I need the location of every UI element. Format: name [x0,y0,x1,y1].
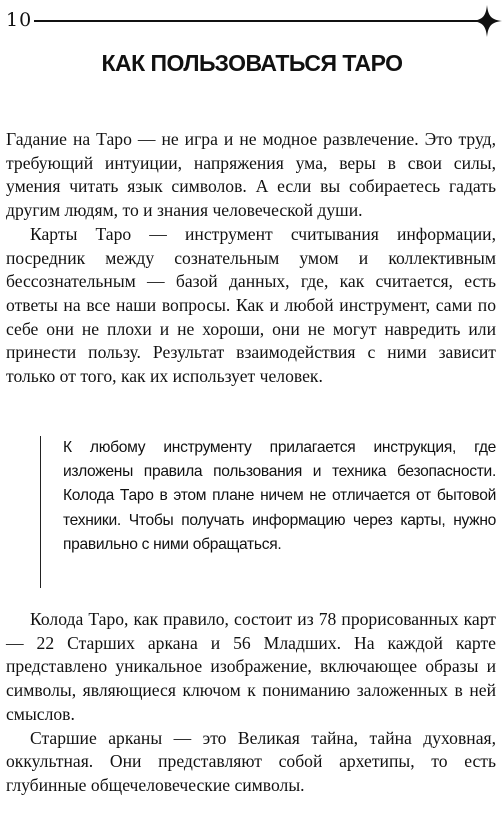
callout-text: К любому инструменту прилагается инструкция, где изложены правила пользования и техника безопасности. Колода Таро в этом плане ничем не отличается от бытовой техники. Чтобы получать информацию через карты, нужно правильно с ними обращаться. [63,439,496,553]
body-text-bottom [6,608,496,798]
paragraph: Карты Таро — инструмент считывания информации, посредник между сознательным умом и коллективным бессознательным — базой данных, где, как считается, есть ответы на все наши вопросы. Как и любой инструмент, сами по себе они не плохи и не хороши, они не могут навредить или принести пользу. Результат взаимодействия с ними зависит только от того, как их использует человек. [6,223,496,387]
chapter-title: КАК ПОЛЬЗОВАТЬСЯ ТАРО [101,50,403,76]
body-text-top [6,128,496,389]
paragraph: Колода Таро, как правило, состоит из 78 прорисованных карт — 22 Старших аркана и 56 Младших. На каждой карте представлено уникальное изображение, включающее образы и символы, являющиеся ключом к пониманию заложенных в ней смыслов. [6,609,496,724]
header-rule [34,20,480,22]
callout-box [40,436,496,588]
paragraph: Гадание на Таро — не игра и не модное развлечение. Это труд, требующий интуиции, напряжения ума, веры в свои силы, умения читать язык символов. А если вы собираетесь гадать другим людям, то и знания человеческой души. [6,129,496,221]
paragraph: Старшие арканы — это Великая тайна, тайна духовная, оккультная. Они представляют собой архетипы, то есть глубинные общечеловеческие символы. [6,727,496,795]
page-number: 10 [6,9,33,31]
star-ornament-icon [472,5,502,37]
